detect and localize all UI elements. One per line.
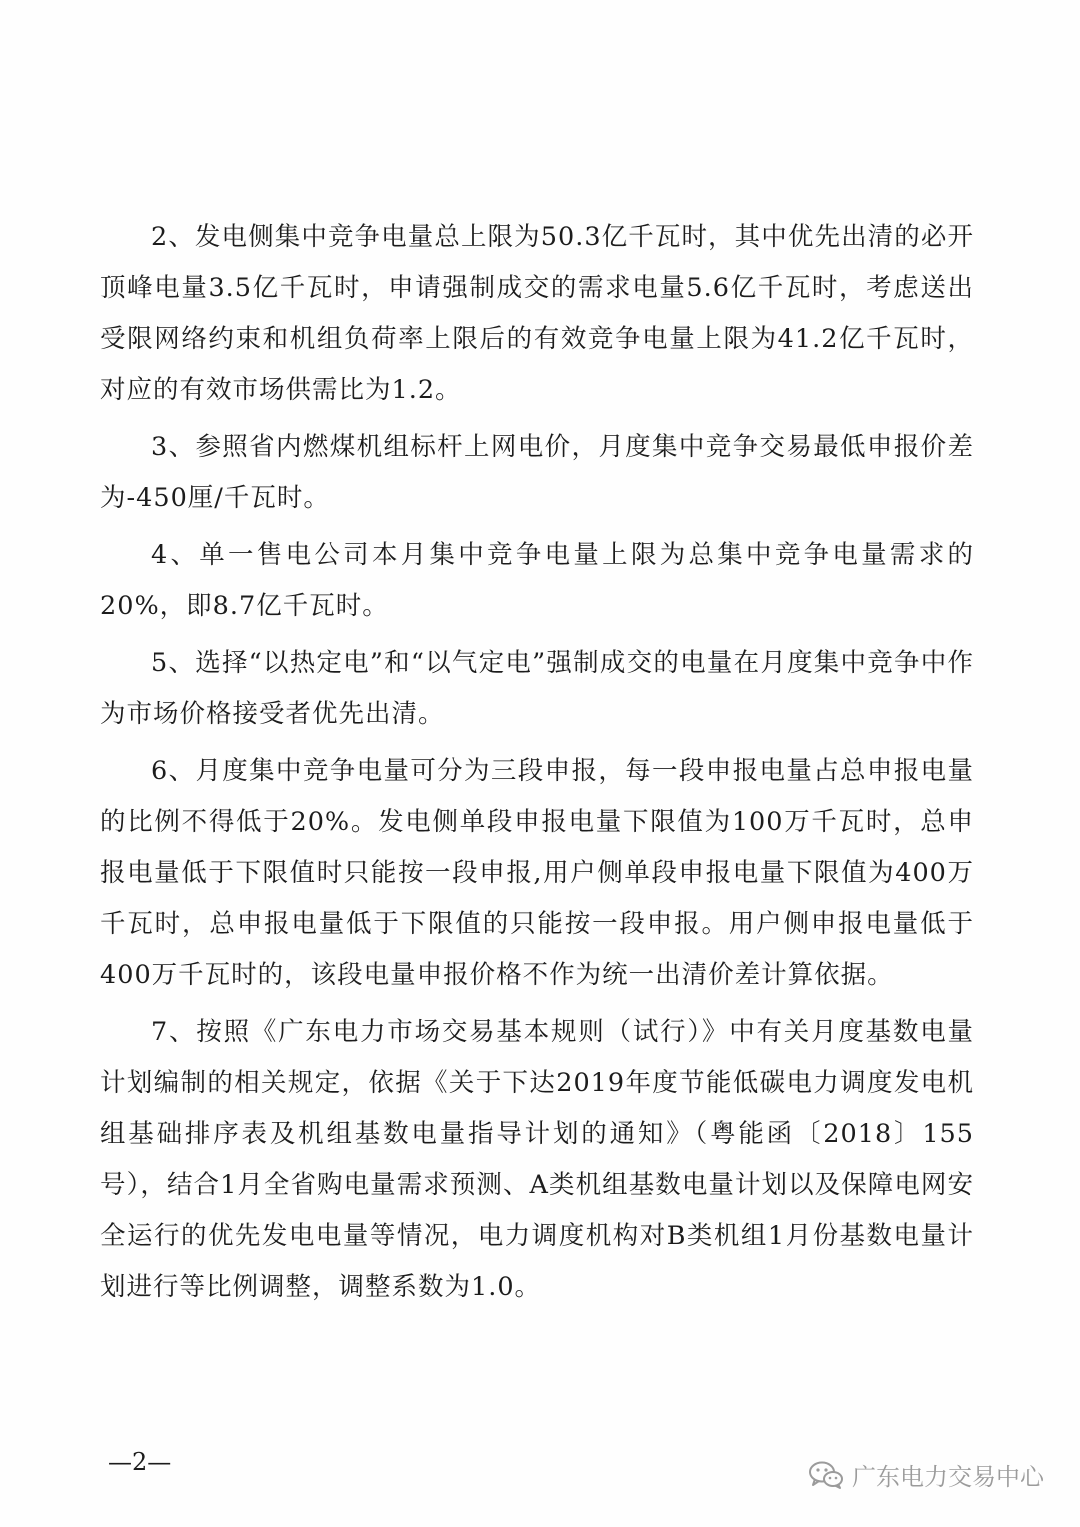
wechat-icon <box>808 1460 844 1490</box>
paragraph-item-6: 6、月度集中竞争电量可分为三段申报，每一段申报电量占总申报电量的比例不得低于20%。发电侧单段申报电量下限值为100万千瓦时，总申报电量低于下限值时只能按一段申报,用户侧单段申报电量下限值为400万千瓦时，总申报电量低于下限值的只能按一段申报。用户侧申报电量低于400万千瓦时的，该段电量申报价格不作为统一出清价差计算依据。 <box>100 756 974 990</box>
paragraph-item-5: 5、选择“以热定电”和“以气定电”强制成交的电量在月度集中竞争中作为市场价格接受者优先出清。 <box>100 648 974 729</box>
watermark-text: 广东电力交易中心 <box>852 1463 1044 1491</box>
paragraph-item-4: 4、单一售电公司本月集中竞争电量上限为总集中竞争电量需求的20%，即8.7亿千瓦时。 <box>100 540 974 621</box>
paragraph-item-3: 3、参照省内燃煤机组标杆上网电价，月度集中竞争交易最低申报价差为-450厘/千瓦时。 <box>100 432 974 513</box>
paragraph-item-2: 2、发电侧集中竞争电量总上限为50.3亿千瓦时，其中优先出清的必开顶峰电量3.5亿千瓦时，申请强制成交的需求电量5.6亿千瓦时，考虑送出受限网络约束和机组负荷率上限后的有效竞争电量上限为41.2亿千瓦时，对应的有效市场供需比为1.2。 <box>100 222 974 405</box>
paragraph-item-7: 7、按照《广东电力市场交易基本规则（试行）》中有关月度基数电量计划编制的相关规定，依据《关于下达2019年度节能低碳电力调度发电机组基础排序表及机组基数电量指导计划的通知》（粤能函〔2018〕155号），结合1月全省购电量需求预测、A类机组基数电量计划以及保障电网安全运行的优先发电电量等情况，电力调度机构对B类机组1月份基数电量计划进行等比例调整，调整系数为1.0。 <box>100 1017 974 1302</box>
source-watermark <box>808 1457 1044 1492</box>
page-number: —2— <box>108 1448 172 1476</box>
document-body <box>100 212 974 1319</box>
